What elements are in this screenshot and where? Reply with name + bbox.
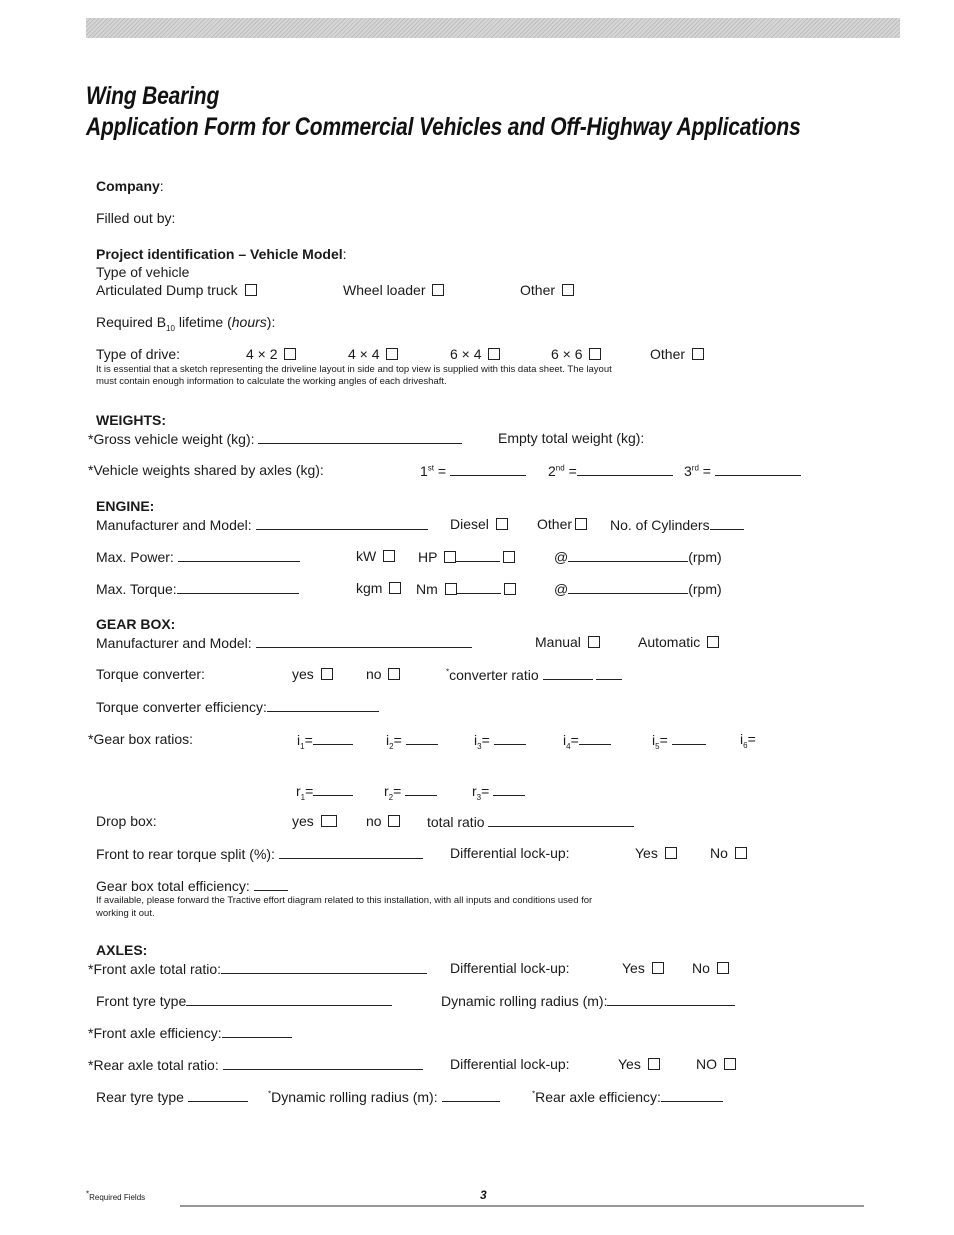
- drop-box-no-checkbox[interactable]: [388, 815, 400, 827]
- automatic-option[interactable]: Automatic: [638, 634, 719, 650]
- rear-axle-ratio-field[interactable]: *Rear axle total ratio:: [88, 1056, 423, 1073]
- kgm-option[interactable]: kgm: [356, 580, 401, 596]
- drop-box-yes-checkbox[interactable]: [321, 815, 337, 827]
- drive-label: Type of drive:: [96, 346, 181, 362]
- converter-ratio-field[interactable]: *converter ratio: [446, 666, 622, 683]
- other-vehicle-option[interactable]: Other: [520, 282, 574, 298]
- footer-divider: [180, 1205, 864, 1207]
- torque-unit-other-checkbox[interactable]: [504, 583, 516, 595]
- gearbox-heading: GEAR BOX:: [96, 616, 176, 632]
- drive-note-line2: must contain enough information to calculate the working angles of each driveshaft.: [96, 376, 447, 387]
- torque-converter-label: Torque converter:: [96, 666, 205, 682]
- drive-6x6-option[interactable]: 6 × 6: [551, 346, 601, 362]
- i2-field[interactable]: $i_2=$: [386, 731, 438, 748]
- drive-4x2-checkbox[interactable]: [284, 348, 296, 360]
- drive-4x4-checkbox[interactable]: [386, 348, 398, 360]
- rear-diff-no-option[interactable]: NO: [696, 1056, 736, 1072]
- front-axle-ratio-field[interactable]: *Front axle total ratio:: [88, 960, 427, 977]
- tc-efficiency-field[interactable]: Torque converter efficiency:: [96, 698, 379, 715]
- gearbox-diff-yes-checkbox[interactable]: [665, 847, 677, 859]
- axle3-weight-field[interactable]: 3rd =: [684, 462, 801, 479]
- engine-manufacturer-field[interactable]: Manufacturer and Model:: [96, 516, 428, 533]
- drive-note-line1: It is essential that a sketch representing the driveline layout in side and top view is supplied with this data sheet. The layout: [96, 364, 612, 375]
- wheel-loader-checkbox[interactable]: [432, 284, 444, 296]
- front-diff-no-option[interactable]: No: [692, 960, 729, 976]
- drive-6x4-option[interactable]: 6 × 4: [450, 346, 500, 362]
- front-diff-yes-checkbox[interactable]: [652, 962, 664, 974]
- torque-split-field[interactable]: Front to rear torque split (%):: [96, 845, 423, 862]
- empty-weight-field[interactable]: Empty total weight (kg):: [498, 430, 645, 446]
- tc-no-checkbox[interactable]: [388, 668, 400, 680]
- r2-field[interactable]: $r_2=$: [384, 782, 437, 799]
- front-diff-yes-option[interactable]: Yes: [622, 960, 664, 976]
- rear-diff-no-checkbox[interactable]: [724, 1058, 736, 1070]
- type-of-vehicle-label: Type of vehicle: [96, 264, 190, 280]
- articulated-checkbox[interactable]: [245, 284, 257, 296]
- company-field[interactable]: Company:: [96, 178, 164, 194]
- i1-field[interactable]: $i_1=$: [297, 731, 353, 748]
- gearbox-manufacturer-field[interactable]: Manufacturer and Model:: [96, 634, 472, 651]
- wheel-loader-option[interactable]: Wheel loader: [343, 282, 444, 298]
- nm-checkbox[interactable]: [445, 583, 457, 595]
- weights-heading: WEIGHTS:: [96, 412, 166, 428]
- kw-checkbox[interactable]: [383, 550, 395, 562]
- front-axle-eff-field[interactable]: *Front axle efficiency:: [88, 1024, 292, 1041]
- kw-option[interactable]: kW: [356, 548, 395, 564]
- other-vehicle-checkbox[interactable]: [562, 284, 574, 296]
- tractive-note-line1: If available, please forward the Tractive effort diagram related to this installation, with all inputs and conditions used for: [96, 895, 593, 906]
- manual-checkbox[interactable]: [588, 636, 600, 648]
- power-rpm-field[interactable]: @ (rpm): [554, 549, 722, 565]
- axles-heading: AXLES:: [96, 942, 148, 958]
- kgm-checkbox[interactable]: [389, 582, 401, 594]
- drive-other-option[interactable]: Other: [650, 346, 704, 362]
- hp-option[interactable]: HP: [418, 548, 515, 565]
- gearbox-diff-no-option[interactable]: No: [710, 845, 747, 861]
- filled-out-by-field[interactable]: Filled out by:: [96, 210, 176, 226]
- drop-box-total-ratio-field[interactable]: total ratio: [427, 813, 634, 830]
- drop-box-no-option[interactable]: no: [366, 813, 400, 829]
- i6-field[interactable]: $i_6=$: [740, 731, 756, 750]
- cylinders-field[interactable]: No. of Cylinders: [610, 516, 744, 533]
- tc-yes-checkbox[interactable]: [321, 668, 333, 680]
- drive-4x2-option[interactable]: 4 × 2: [246, 346, 296, 362]
- project-heading: Project identification – Vehicle Model:: [96, 246, 347, 262]
- r1-field[interactable]: $r_1=$: [296, 782, 353, 799]
- nm-option[interactable]: Nm: [416, 580, 516, 597]
- hp-checkbox[interactable]: [444, 551, 456, 563]
- drive-6x6-checkbox[interactable]: [589, 348, 601, 360]
- drop-box-label: Drop box:: [96, 813, 157, 829]
- i3-field[interactable]: $i_3=$: [474, 731, 526, 748]
- rear-diff-yes-option[interactable]: Yes: [618, 1056, 660, 1072]
- engine-heading: ENGINE:: [96, 498, 155, 514]
- header-bar: [86, 18, 900, 38]
- drop-box-yes-option[interactable]: yes: [292, 813, 337, 829]
- i5-field[interactable]: $i_5=$: [652, 731, 706, 748]
- page-title-line1: Wing Bearing: [86, 82, 220, 110]
- company-label: Company: [96, 178, 160, 194]
- rear-axle-eff-field[interactable]: *Rear axle efficiency:: [532, 1088, 723, 1105]
- torque-rpm-field[interactable]: @ (rpm): [554, 581, 722, 597]
- page-number: 3: [480, 1188, 487, 1202]
- r3-field[interactable]: $r_3=$: [472, 782, 525, 799]
- axle-weights-label: *Vehicle weights shared by axles (kg):: [88, 462, 324, 478]
- gross-weight-field[interactable]: *Gross vehicle weight (kg):: [88, 430, 462, 447]
- max-torque-field[interactable]: Max. Torque:: [96, 580, 299, 597]
- max-power-field[interactable]: Max. Power:: [96, 548, 300, 565]
- dynamic-radius-field[interactable]: Dynamic rolling radius (m):: [441, 992, 735, 1009]
- automatic-checkbox[interactable]: [707, 636, 719, 648]
- engine-other-checkbox[interactable]: [575, 518, 587, 530]
- gearbox-diff-yes-option[interactable]: Yes: [635, 845, 677, 861]
- drive-other-checkbox[interactable]: [692, 348, 704, 360]
- gearbox-diff-no-checkbox[interactable]: [735, 847, 747, 859]
- power-unit-other-checkbox[interactable]: [503, 551, 515, 563]
- articulated-option[interactable]: Articulated Dump truck: [96, 282, 257, 298]
- axle1-weight-field[interactable]: 1st =: [420, 462, 526, 479]
- tc-yes-option[interactable]: yes: [292, 666, 333, 682]
- tc-no-option[interactable]: no: [366, 666, 400, 682]
- gear-ratios-label: *Gear box ratios:: [88, 731, 194, 747]
- drive-6x4-checkbox[interactable]: [488, 348, 500, 360]
- rear-diff-yes-checkbox[interactable]: [648, 1058, 660, 1070]
- front-diff-no-checkbox[interactable]: [717, 962, 729, 974]
- manual-option[interactable]: Manual: [535, 634, 600, 650]
- axle2-weight-field[interactable]: 2nd =: [548, 462, 673, 479]
- diesel-checkbox[interactable]: [496, 518, 508, 530]
- rear-tyre-field[interactable]: Rear tyre type: [96, 1088, 248, 1105]
- i4-field[interactable]: $i_4=$: [563, 731, 611, 748]
- tractive-note-line2: working it out.: [96, 908, 155, 919]
- drive-4x4-option[interactable]: 4 × 4: [348, 346, 398, 362]
- required-fields-note: *Required Fields: [86, 1189, 146, 1202]
- rear-dynamic-radius-field[interactable]: *Dynamic rolling radius (m):: [268, 1088, 500, 1105]
- page-title-line2: Application Form for Commercial Vehicles and Off-Highway Applications: [86, 113, 801, 141]
- lifetime-field[interactable]: Required $B_{10}$ lifetime (hours):: [96, 314, 276, 333]
- front-tyre-field[interactable]: Front tyre type: [96, 992, 392, 1009]
- diesel-option[interactable]: Diesel: [450, 516, 508, 532]
- gearbox-diff-lock-label: Differential lock-up:: [450, 845, 570, 861]
- front-diff-lock-label: Differential lock-up:: [450, 960, 570, 976]
- rear-diff-lock-label: Differential lock-up:: [450, 1056, 570, 1072]
- engine-other-option[interactable]: Other: [537, 516, 587, 532]
- gearbox-total-eff-field[interactable]: Gear box total efficiency:: [96, 877, 288, 894]
